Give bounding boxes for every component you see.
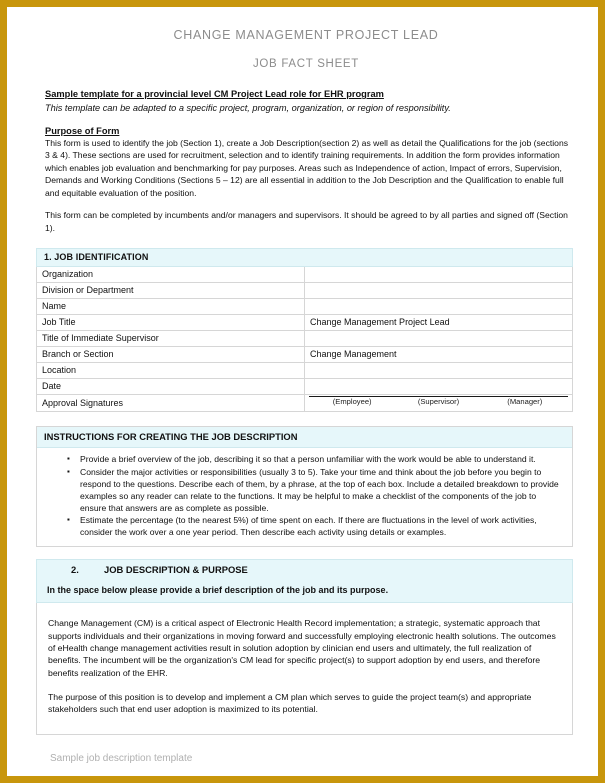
section2-header-bar [36,559,573,603]
job-identification-section [36,248,573,412]
signature-block-manager[interactable] [482,396,568,406]
table-row [37,347,573,363]
page-footer: Sample job description template [50,752,193,764]
job-identification-table [36,248,573,412]
list-item: ▪ Consider the major activities or responsibilities (usually 3 to 5). Take your time and think about the job before you begin to respond to the questions. Describe each of them, by a phrase, at the top of each box. Include a detailed breakdown to provide examples so any reader can relate to the functions. It may be helpful to make a checklist of the components of the job to ensure that answers are as complete as possible. [80,467,562,514]
section2-subheader: In the space below please provide a brief description of the job and its purpose. [47,585,389,596]
row-value-name[interactable] [305,299,573,315]
job-description-textarea[interactable] [36,603,573,734]
section2-header-text: JOB DESCRIPTION & PURPOSE [104,564,248,576]
row-label-location: Location [37,363,305,379]
list-item: ▪ Estimate the percentage (to the nearest 5%) of time spent on each. If there are fluctuations in the level of work activities, consider the work over a one year period. Then describe each activity using details or examples. [80,515,562,539]
description-paragraph-1: Change Management (CM) is a critical aspect of Electronic Health Record implementation; a strategic, systematic approach that supports individuals and their organizations in moving forward and successfully employing electronic health solutions. The outcomes of eHealth change management activities result in solution adoption by clinician end users and ultimately, the full realization of benefits. The incumbent will be the organization's CM lead for specific project(s) to support adoption by end users, and therefore benefits realization of the EHR. [48,618,556,678]
purpose-paragraph-2: This form can be completed by incumbents and/or managers and supervisors. It should be agreed to by all parties and signed off (Section 1). [45,210,568,233]
row-value-supervisor-title[interactable] [305,331,573,347]
instructions-list [37,454,572,539]
row-label-name: Name [37,299,305,315]
signature-caption-supervisor: (Supervisor) [417,397,460,407]
row-label-division: Division or Department [37,283,305,299]
row-label-branch: Branch or Section [37,347,305,363]
table-row [37,299,573,315]
row-label-approval-signatures: Approval Signatures [37,395,305,412]
document-body [7,7,598,776]
table-row [37,315,573,331]
signature-block-supervisor[interactable] [395,396,481,406]
table-row [37,379,573,395]
row-value-job-title[interactable]: Change Management Project Lead [305,315,573,331]
list-item: ▪ Provide a brief overview of the job, describing it so that a person unfamiliar with the work would be able to understand it. [80,454,562,466]
instructions-header: INSTRUCTIONS FOR CREATING THE JOB DESCRIPTION [37,427,572,448]
signature-caption-manager: (Manager) [507,397,543,407]
table-row [37,331,573,347]
row-label-supervisor-title: Title of Immediate Supervisor [37,331,305,347]
table-header-row [37,249,573,267]
row-value-organization[interactable] [305,267,573,283]
signature-caption-employee: (Employee) [332,397,372,407]
row-value-location[interactable] [305,363,573,379]
page-title: CHANGE MANAGEMENT PROJECT LEAD [173,28,439,42]
sample-template-note: This template can be adapted to a specific project, program, organization, or region of responsibility. [45,102,451,113]
row-label-organization: Organization [37,267,305,283]
section1-header: 1. JOB IDENTIFICATION [37,249,573,267]
table-row [37,267,573,283]
signature-area[interactable] [305,395,573,412]
purpose-of-form-heading: Purpose of Form [45,125,120,136]
row-value-date[interactable] [305,379,573,395]
section2-title [43,564,566,575]
row-value-branch[interactable]: Change Management [305,347,573,363]
intro-block [36,88,576,114]
table-row-approval-signatures [37,395,573,412]
row-label-job-title: Job Title [37,315,305,331]
row-value-division[interactable] [305,283,573,299]
purpose-paragraph-1: This form is used to identify the job (Section 1), create a Job Description(section 2) as well as detail the Qualifications for the job (sections 3 & 4). These sections are used for recruitment, selection and to identify training requirements. In addition the form provides information which enables job evaluation and benchmarking for pay purposes. Areas such as Independence of action, Impact of errors, Supervision, Demands and Working Conditions (Sections 5 – 12) are all essential in addition to the Job Description and the Qualification to enable full and equitable evaluation of the position. [45,137,569,198]
section2-number: 2. [71,564,79,576]
description-paragraph-2: The purpose of this position is to develop and implement a CM plan which serves to guide the project team(s) and appropriate stakeholders such that end user adoption is maximized to its potential. [48,691,532,715]
row-label-date: Date [37,379,305,395]
page-subtitle: JOB FACT SHEET [252,58,360,70]
instructions-section [36,426,573,547]
table-row [37,363,573,379]
table-row [37,283,573,299]
signature-block-employee[interactable] [309,396,395,406]
sample-template-heading: Sample template for a provincial level CM Project Lead role for EHR program [45,89,384,99]
